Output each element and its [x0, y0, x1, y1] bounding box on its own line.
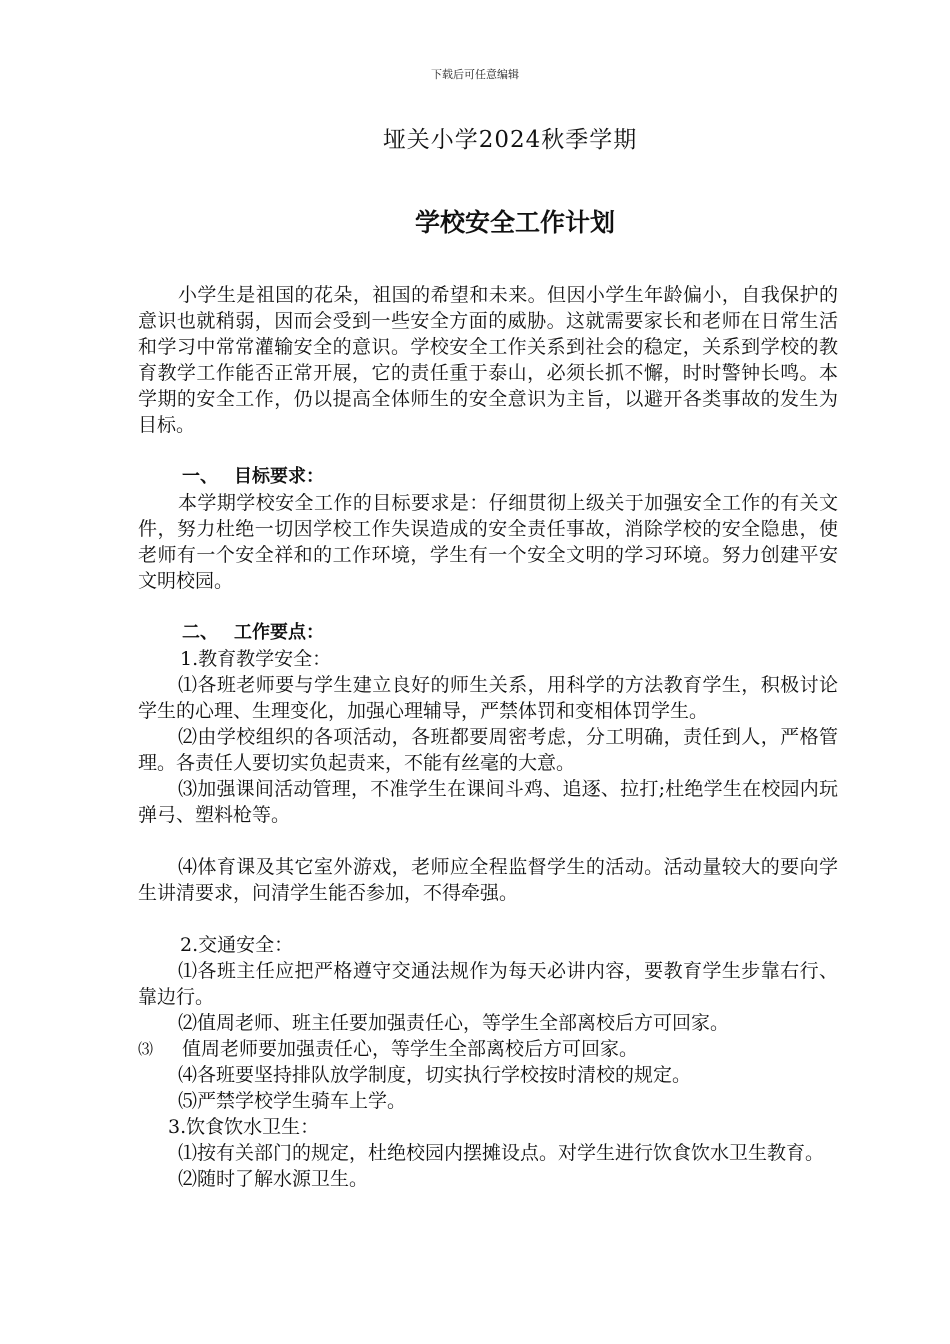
traffic-item-3-text: 值周老师要加强责任心，等学生全部离校后方可回家。: [182, 1038, 639, 1060]
traffic-item-3: [138, 1036, 838, 1062]
section1-paragraph: 本学期学校安全工作的目标要求是：仔细贯彻上级关于加强安全工作的有关文件，努力杜绝一切因学校工作失误造成的安全责任事故，消除学校的安全隐患，使老师有一个安全祥和的工作环境，学生有一个安全文明的学习环境。努力创建平安文明校园。: [138, 492, 838, 592]
food-item-1: ⑴按有关部门的规定，杜绝校园内摆摊设点。对学生进行饮食饮水卫生教育。: [178, 1142, 825, 1164]
traffic-item-4: ⑷各班要坚持排队放学制度，切实执行学校按时清校的规定。: [178, 1064, 692, 1086]
document-title: 学校安全工作计划: [414, 208, 615, 237]
header-note: 下载后可任意编辑: [431, 68, 519, 81]
education-safety-title: 1.教育教学安全：: [180, 648, 332, 670]
section2-title: 工作要点：: [234, 622, 324, 643]
education-item-3: ⑶加强课间活动管理，不准学生在课间斗鸡、追逐、拉打;杜绝学生在校园内玩弹弓、塑料枪等。: [138, 778, 838, 826]
traffic-item-2: ⑵值周老师、班主任要加强责任心，等学生全部离校后方可回家。: [178, 1012, 730, 1034]
intro-paragraph: 小学生是祖国的花朵，祖国的希望和未来。但因小学生年龄偏小，自我保护的意识也就稍弱，因而会受到一些安全方面的威胁。这就需要家长和老师在日常生活和学习中常常灌输安全的意识。学校安全工作关系到社会的稳定，关系到学校的教育教学工作能否正常开展，它的责任重于泰山，必须长抓不懈，时时警钟长鸣。本学期的安全工作，仍以提高全体师生的安全意识为主旨，以避开各类事故的发生为目标。: [138, 284, 838, 436]
traffic-item-3-marker: ⑶: [138, 1040, 154, 1058]
traffic-item-5: ⑸严禁学校学生骑车上学。: [178, 1090, 407, 1112]
traffic-item-1: ⑴各班主任应把严格遵守交通法规作为每天必讲内容，要教育学生步靠右行、靠边行。: [138, 960, 838, 1008]
section1-number: 一、: [182, 466, 218, 487]
education-item-1: ⑴各班老师要与学生建立良好的师生关系，用科学的方法教育学生，积极讨论学生的心理、生理变化，加强心理辅导，严禁体罚和变相体罚学生。: [138, 674, 838, 722]
section2-heading: [138, 620, 838, 646]
traffic-safety-title: 2.交通安全：: [180, 934, 294, 956]
section1-title: 目标要求：: [234, 466, 324, 487]
education-item-2: ⑵由学校组织的各项活动，各班都要周密考虑，分工明确，责任到人，严格管理。各责任人要切实负起责来，不能有丝毫的大意。: [138, 726, 838, 774]
food-safety-title: 3.饮食饮水卫生：: [168, 1116, 320, 1138]
section2-number: 二、: [182, 622, 218, 643]
section1-heading: [138, 464, 838, 490]
food-item-2: ⑵随时了解水源卫生。: [178, 1168, 369, 1190]
school-title: 垭关小学2024秋季学期: [382, 127, 638, 153]
document-body: [138, 282, 838, 1192]
education-item-4: ⑷体育课及其它室外游戏，老师应全程监督学生的活动。活动量较大的要向学生讲清要求，问清学生能否参加，不得牵强。: [138, 856, 838, 904]
